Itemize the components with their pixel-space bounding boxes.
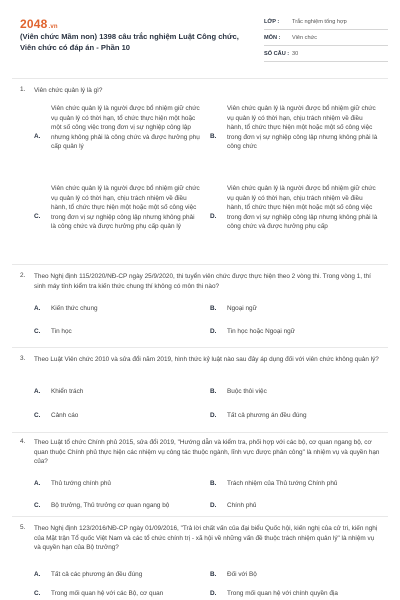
question-text: Theo Luật Viên chức 2010 và sửa đổi năm 2019, hình thức kỷ luật nào sau đây áp dụng đối với viên chức không quản lý? xyxy=(34,356,379,363)
meta-label: MÔN : xyxy=(264,34,281,41)
option-c[interactable] xyxy=(34,411,204,421)
meta-value: Trắc nghiệm tổng hợp xyxy=(292,18,347,25)
option-b[interactable] xyxy=(210,570,380,580)
option-text: Trong mối quan hệ với chính quyền địa xyxy=(227,590,338,597)
option-letter: D. xyxy=(210,213,217,220)
meta-value: 30 xyxy=(292,50,299,57)
question-text: Viên chức quản lý là gì? xyxy=(34,87,103,94)
option-b[interactable] xyxy=(210,104,380,174)
option-text: Chính phủ xyxy=(227,502,257,509)
option-a[interactable] xyxy=(34,479,204,489)
option-d[interactable] xyxy=(210,327,380,337)
option-letter: C. xyxy=(34,412,41,419)
option-text: Viên chức quản lý là người được bổ nhiệm giữ chức vụ quản lý có thời hạn, tổ chức thực hiện một hoặc một số công việc trong đơn vị sự nghiệp công lập nhưng không phải là công chức và được hưởng phụ cấp quản lý xyxy=(51,105,200,151)
meta-value: Viên chức xyxy=(292,34,318,41)
option-b[interactable] xyxy=(210,479,380,489)
worksheet-header xyxy=(12,10,388,70)
meta-row-subject xyxy=(264,30,388,46)
meta-label: SỐ CÂU : xyxy=(264,50,290,57)
option-text: Đối với Bộ xyxy=(227,571,257,578)
option-letter: B. xyxy=(210,571,217,578)
option-text: Tin học hoặc Ngoại ngữ xyxy=(227,328,295,335)
option-a[interactable] xyxy=(34,387,204,397)
option-c[interactable] xyxy=(34,501,210,511)
question-2 xyxy=(20,272,380,342)
worksheet-meta xyxy=(264,14,388,62)
option-d[interactable] xyxy=(210,501,380,511)
option-letter: A. xyxy=(34,133,41,140)
option-letter: C. xyxy=(34,502,41,509)
option-letter: D. xyxy=(210,412,217,419)
option-letter: D. xyxy=(210,590,217,597)
question-4 xyxy=(20,438,380,520)
option-c[interactable] xyxy=(34,184,204,254)
option-letter: D. xyxy=(210,328,217,335)
option-text: Thủ tướng chính phủ xyxy=(51,480,111,487)
option-b[interactable] xyxy=(210,304,380,314)
divider xyxy=(12,432,388,433)
question-5 xyxy=(20,524,380,600)
option-text: Khiển trách xyxy=(51,388,84,395)
option-letter: C. xyxy=(34,328,41,335)
question-number: 2. xyxy=(20,272,26,279)
site-logo[interactable]: 2048.vn xyxy=(20,17,58,31)
option-text: Kiến thức chung xyxy=(51,305,98,312)
option-letter: A. xyxy=(34,388,41,395)
option-text: Viên chức quản lý là người được bổ nhiệm giữ chức vụ quản lý có thời hạn, chịu trách nhiệm về điều hành, tổ chức thực hiện một hoặc một số công việc trong đơn vị sự nghiệp công lập nhưng không phải là công chức xyxy=(227,105,378,151)
question-number: 4. xyxy=(20,438,26,445)
question-number: 1. xyxy=(20,86,26,93)
option-letter: B. xyxy=(210,133,217,140)
option-text: Bộ trưởng, Thủ trưởng cơ quan ngang bộ xyxy=(51,502,170,509)
option-text: Viên chức quản lý là người được bổ nhiệm giữ chức vụ quản lý có thời hạn, chịu trách nhiệm về điều hành, tổ chức thực hiện một hoặc một số công việc trong đơn vị sự nghiệp công lập nhưng không phải là công chức và được hưởng phụ cấp xyxy=(227,185,378,231)
option-text: Tin học xyxy=(51,328,72,335)
option-a[interactable] xyxy=(34,570,204,580)
option-d[interactable] xyxy=(210,589,380,599)
meta-row-count xyxy=(264,46,388,62)
option-letter: D. xyxy=(210,502,217,509)
question-text: Theo Nghị định 115/2020/NĐ-CP ngày 25/9/2020, thi tuyển viên chức được thực hiện theo 2 vòng thi. Trong vòng 1, thí sinh máy tính kiểm tra kiến thức chung thí không có môn thi nào? xyxy=(34,273,371,290)
option-letter: B. xyxy=(210,388,217,395)
option-letter: A. xyxy=(34,305,41,312)
option-letter: A. xyxy=(34,480,41,487)
question-text: Theo Luật tổ chức Chính phủ 2015, sửa đổi 2019, "Hướng dẫn và kiểm tra, phối hợp với các bộ, cơ quan ngang bộ, cơ quan thuộc Chính phủ thực hiện các nhiệm vụ công tác thuộc ngành, lĩnh vực được phân công" là nhiệm vụ và quyền hạn của? xyxy=(34,439,380,466)
option-text: Trách nhiệm của Thủ tướng Chính phủ xyxy=(227,480,338,487)
option-text: Tất cả các phương án đều đúng xyxy=(51,571,143,578)
question-3 xyxy=(20,355,380,427)
option-letter: C. xyxy=(34,590,41,597)
option-letter: B. xyxy=(210,305,217,312)
divider xyxy=(12,78,388,79)
question-number: 5. xyxy=(20,524,26,531)
divider xyxy=(12,516,388,517)
divider xyxy=(12,347,388,348)
option-text: Tất cả phương án đều đúng xyxy=(227,412,307,419)
option-c[interactable] xyxy=(34,589,204,599)
option-d[interactable] xyxy=(210,184,380,254)
option-b[interactable] xyxy=(210,387,380,397)
question-number: 3. xyxy=(20,355,26,362)
divider xyxy=(12,264,388,265)
option-text: Cảnh cáo xyxy=(51,412,79,419)
option-letter: A. xyxy=(34,571,41,578)
option-text: Viên chức quản lý là người được bổ nhiệm giữ chức vụ quản lý có thời hạn, chịu trách nhiệm về điều hành, tổ chức thực hiện một hoặc một số công việc trong đơn vị sự nghiệp công lập nhưng không phải là công chức và được hưởng phụ cấp quản lý xyxy=(51,185,200,231)
option-text: Buộc thôi việc xyxy=(227,388,267,395)
option-c[interactable] xyxy=(34,327,204,337)
option-text: Trong mối quan hệ với các Bộ, cơ quan xyxy=(51,590,164,597)
option-letter: B. xyxy=(210,480,217,487)
option-a[interactable] xyxy=(34,304,204,314)
question-text: Theo Nghị định 123/2016/NĐ-CP ngày 01/09/2016, "Trả lời chất vấn của đại biểu Quốc hội, kiến nghị của cử tri, kiến nghị của Mặt trận Tổ quốc Việt Nam và các tổ chức chính trị - xã hội về những vấn đề thuộc trách nhiệm quản lý" là nhiệm vụ và quyền hạn của Bộ trưởng? xyxy=(34,525,378,552)
meta-row-class xyxy=(264,14,388,30)
option-d[interactable] xyxy=(210,411,380,421)
option-text: Ngoại ngữ xyxy=(227,305,257,312)
meta-label: LỚP : xyxy=(264,18,280,25)
option-a[interactable] xyxy=(34,104,204,174)
question-1 xyxy=(20,86,380,258)
worksheet-title: (Viên chức Mầm non) 1398 câu trắc nghiệm Luật Công chức, Viên chức có đáp án - Phần 10 xyxy=(20,32,239,52)
option-letter: C. xyxy=(34,213,41,220)
